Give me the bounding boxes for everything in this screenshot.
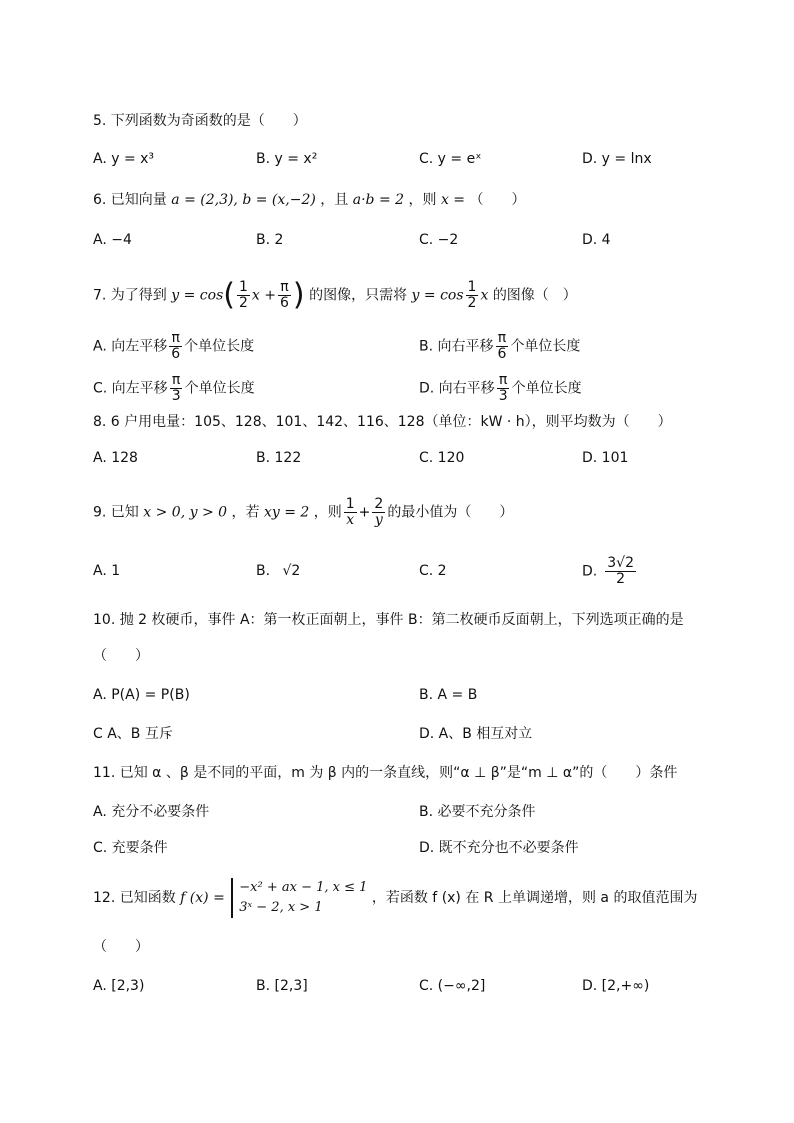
q12-piecewise: −x² + ax − 1, x ≤ 1 3ˣ − 2, x > 1	[231, 878, 367, 918]
q6-end: ，则	[408, 192, 437, 208]
q12-option-a: A. [2,3)	[93, 978, 145, 994]
q7-end: 的图像（ ）	[492, 287, 577, 304]
q9-option-b: B. √2	[256, 563, 301, 579]
q7-option-d: D. 向右平移 $\frac{\pi}{3}$ 个单位长度	[419, 372, 582, 404]
q7-option-b: B. 向右平移 $\frac{\pi}{6}$ 个单位长度	[419, 330, 581, 362]
q7-frac-half-2: $\frac{1}{2}$	[467, 279, 477, 311]
q10-option-d: D. A、B 相互对立	[419, 726, 533, 742]
q11-option-a: A. 充分不必要条件	[93, 804, 210, 820]
q6-option-d: D. 4	[582, 232, 611, 248]
q7-option-a: A. 向左平移 $\frac{\pi}{6}$ 个单位长度	[93, 330, 255, 362]
q8-option-c: C. 120	[419, 450, 465, 466]
q5-option-a: A. y = x³	[93, 151, 155, 167]
q11-option-c: C. 充要条件	[93, 840, 168, 856]
q6-dot-product: a·b = 2	[352, 192, 405, 208]
question-5-stem: 5. 下列函数为奇函数的是（ ）	[93, 113, 307, 129]
q9-frac-1x: $\frac{1}{x}$	[345, 496, 355, 528]
q11-option-d: D. 既不充分也不必要条件	[419, 840, 579, 856]
q12-option-c: C. (−∞,2]	[419, 978, 486, 994]
q9-option-d: D. $\frac{3√2}{2}$	[582, 555, 634, 587]
q7-func: y = cos	[171, 287, 224, 304]
q10-option-b: B. A = B	[419, 687, 478, 703]
question-9-stem: 9. 已知 x > 0, y > 0 ，若 xy = 2 ，则 $\frac{1}{x}$ + $\frac{2}{y}$ 的最小值为（ ）	[93, 496, 514, 528]
q8-option-d: D. 101	[582, 450, 629, 466]
q6-option-a: A. −4	[93, 232, 132, 248]
q9-frac-2y: $\frac{2}{y}$	[374, 496, 384, 528]
q5-option-b: B. y = x²	[256, 151, 318, 167]
q9-option-a: A. 1	[93, 563, 121, 579]
q11-option-b: B. 必要不充分条件	[419, 804, 536, 820]
q5-option-d: D. y = lnx	[582, 151, 652, 167]
question-7-stem: 7. 为了得到 y = cos( $\frac{1}{2}$ x + $\frac{\pi}{6}$ ) 的图像，只需将 y = cos $\frac{1}{2}$ x 的图像（ ）	[93, 277, 577, 313]
q6-mid: ，且	[320, 192, 349, 208]
q7-frac-pi6: $\frac{\pi}{6}$	[279, 279, 289, 311]
q5-option-c: C. y = eˣ	[419, 151, 482, 167]
q6-option-b: B. 2	[256, 232, 284, 248]
question-11-stem: 11. 已知 α 、β 是不同的平面，m 为 β 内的一条直线，则“α ⊥ β”是“m ⊥ α”的（ ）条件	[93, 765, 678, 781]
q10-option-c: C A、B 互斥	[93, 726, 173, 742]
question-8-stem: 8. 6 户用电量：105、128、101、142、116、128（单位：kW · h），则平均数为（ ）	[93, 414, 672, 430]
q6-tail: （ ）	[469, 192, 526, 208]
q6-vectors: a = (2,3), b = (x,−2)	[171, 192, 316, 208]
q12-option-d: D. [2,+∞)	[582, 978, 650, 994]
q6-prefix: 6. 已知向量	[93, 192, 167, 208]
q7-option-c: C. 向左平移 $\frac{\pi}{3}$ 个单位长度	[93, 372, 255, 404]
q8-option-a: A. 128	[93, 450, 138, 466]
q7-mid: 的图像，只需将	[309, 287, 408, 304]
question-12-stem: 12. 已知函数 f (x) = −x² + ax − 1, x ≤ 1 3ˣ − 2, x > 1 ，若函数 f (x) 在 R 上单调递增，则 a 的取值范围为	[93, 878, 697, 918]
q12-option-b: B. [2,3]	[256, 978, 308, 994]
q7-frac-half: $\frac{1}{2}$	[238, 279, 248, 311]
question-12-stem-cont: （ ）	[93, 939, 149, 955]
q6-x: x =	[440, 192, 466, 208]
q6-option-c: C. −2	[419, 232, 459, 248]
q10-option-a: A. P(A) = P(B)	[93, 687, 190, 703]
question-10-stem: 10. 抛 2 枚硬币，事件 A：第一枚正面朝上，事件 B：第二枚硬币反面朝上，下列选项正确的是	[93, 612, 684, 628]
question-6-stem	[93, 190, 525, 210]
q9-option-c: C. 2	[419, 563, 447, 579]
question-10-stem-cont: （ ）	[93, 648, 149, 664]
q7-func2: y = cos	[411, 287, 464, 304]
q7-prefix: 7. 为了得到	[93, 287, 167, 304]
q8-option-b: B. 122	[256, 450, 302, 466]
